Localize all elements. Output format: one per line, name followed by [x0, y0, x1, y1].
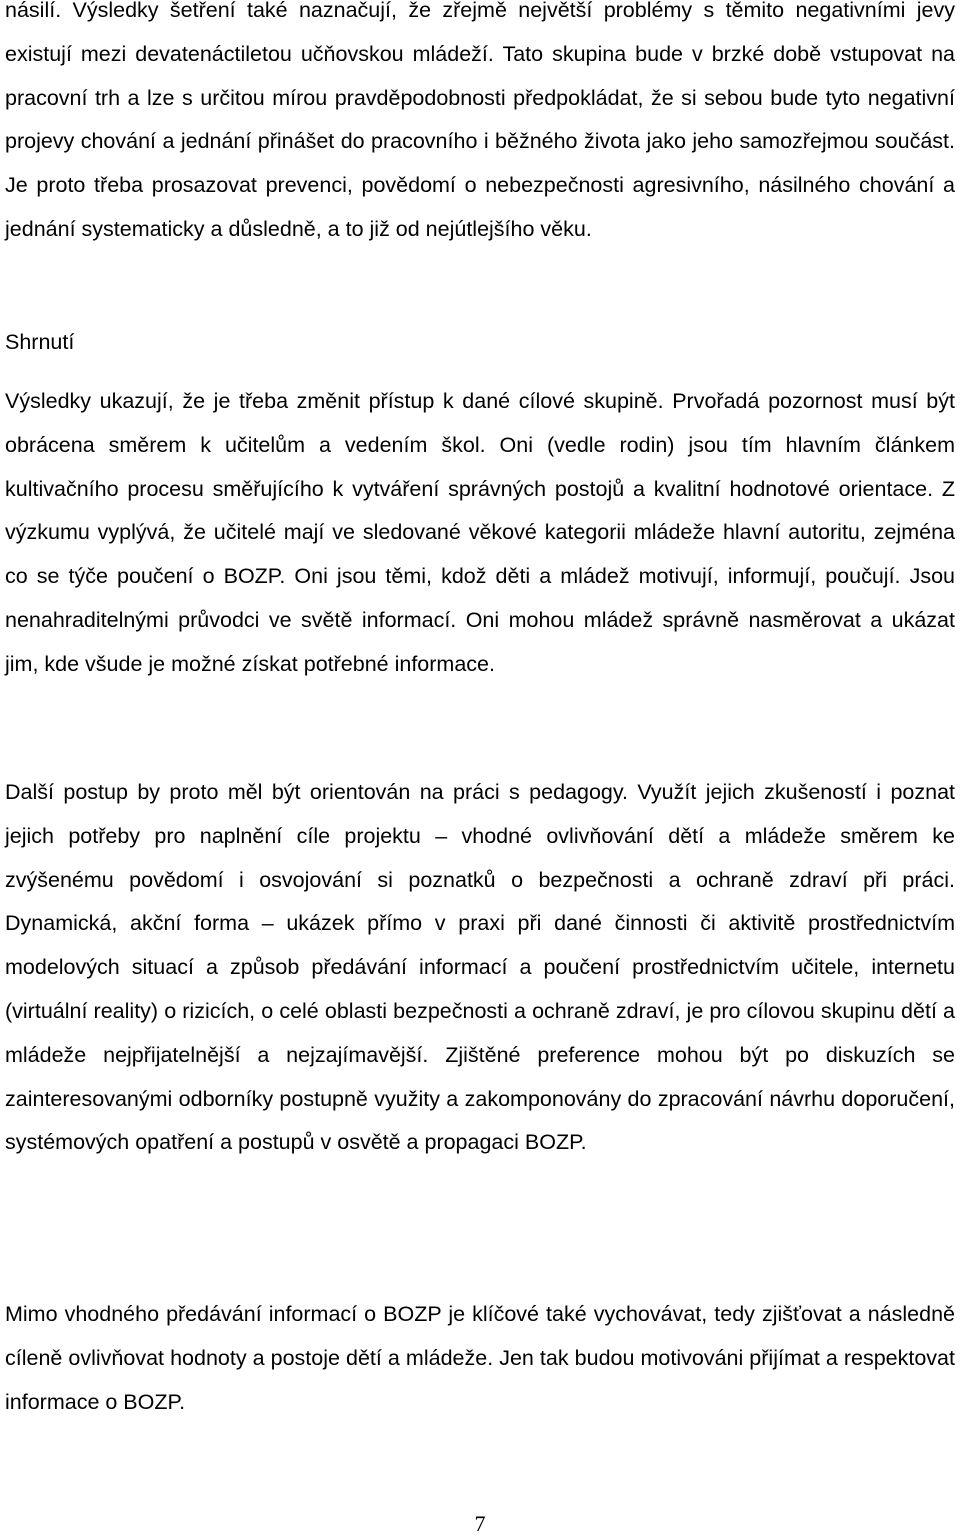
paragraph-3: Další postup by proto měl být orientován na práci s pedagogy. Využít jejich zkušeností i poznat jejich potřeby pro naplnění cíle projektu – vhodné ovlivňování dětí a mládeže směrem ke zvýšenému povědomí i osvojování si poznatků o bezpečnosti a ochraně zdraví při práci. Dynamická, akční forma – ukázek přímo v praxi při dané činnosti či aktivitě prostřednictvím modelových situací a způsob předávání informací a poučení prostřednictvím učitele, internetu (virtuální reality) o rizicích, o celé oblasti bezpečnosti a ochraně zdraví, je pro cílovou skupinu dětí a mládeže nejpřijatelnější a nejzajímavější. Zjištěné preference mohou být po diskuzích se zainteresovanými odborníky postupně využity a zakomponovány do zpracování návrhu doporučení, systémových opatření a postupů v osvětě a propagaci BOZP.: [5, 780, 955, 1155]
page-number: 7: [474, 1511, 486, 1536]
paragraph-2: Výsledky ukazují, že je třeba změnit přístup k dané cílové skupině. Prvořadá pozornost musí být obrácena směrem k učitelům a vedením škol. Oni (vedle rodin) jsou tím hlavním článkem kultivačního procesu směřujícího k vytváření správných postojů a kvalitní hodnotové orientace. Z výzkumu vyplývá, že učitelé mají ve sledované věkové kategorii mládeže hlavní autoritu, zejména co se týče poučení o BOZP. Oni jsou těmi, kdož děti a mládež motivují, informují, poučují. Jsou nenahraditelnými průvodci ve světě informací. Oni mohou mládež správně nasměrovat a ukázat jim, kde všude je možné získat potřebné informace.: [5, 389, 955, 676]
section-heading: Shrnutí: [5, 330, 75, 354]
paragraph-4: Mimo vhodného předávání informací o BOZP je klíčové také vychovávat, tedy zjišťovat a následně cíleně ovlivňovat hodnoty a postoje dětí a mládeže. Jen tak budou motivováni přijímat a respektovat informace o BOZP.: [5, 1302, 955, 1414]
paragraph-1: násilí. Výsledky šetření také naznačují, že zřejmě největší problémy s těmito negativními jevy existují mezi devatenáctiletou učňovskou mládeží. Tato skupina bude v brzké době vstupovat na pracovní trh a lze s určitou mírou pravděpodobnosti předpokládat, že si sebou bude tyto negativní projevy chování a jednání přinášet do pracovního i běžného života jako jeho samozřejmou součást. Je proto třeba prosazovat prevenci, povědomí o nebezpečnosti agresivního, násilného chování a jednání systematicky a důsledně, a to již od nejútlejšího věku.: [5, 0, 955, 241]
